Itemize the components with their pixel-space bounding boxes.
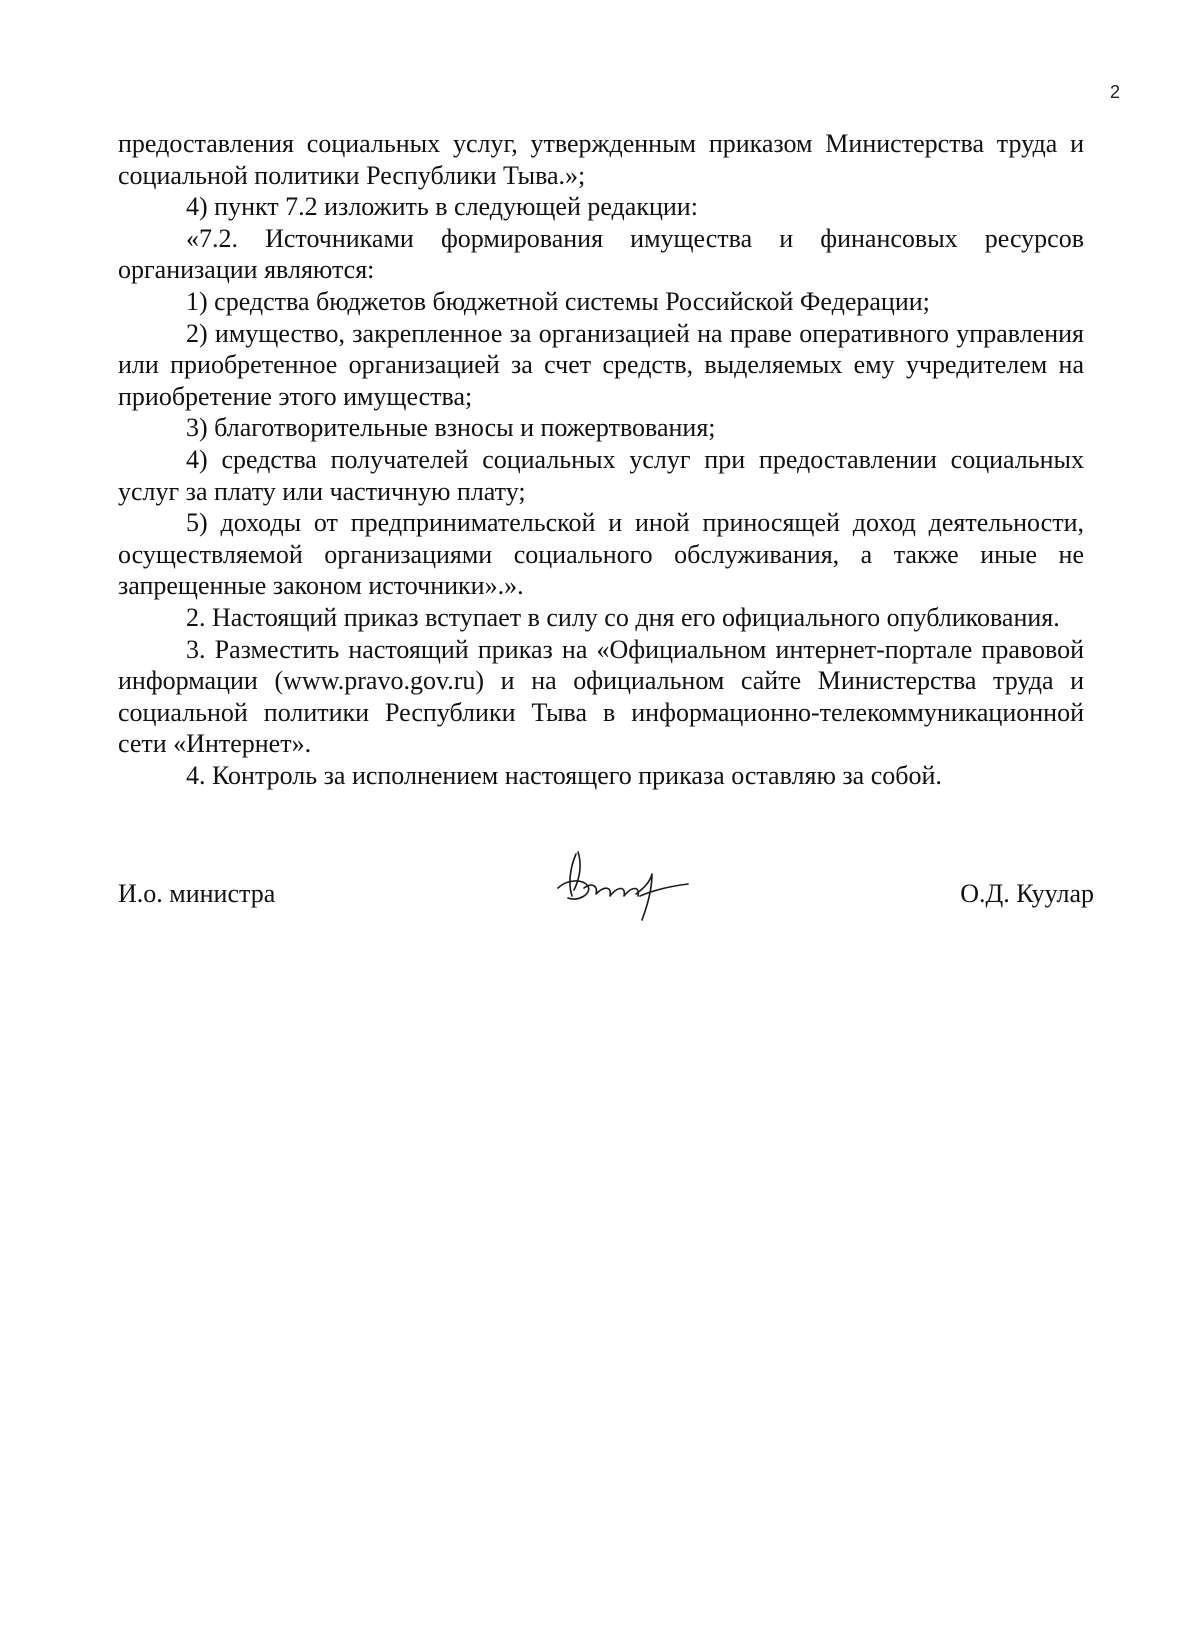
paragraph-source-4: 4) средства получателей социальных услуг при предоставлении социальных услуг за плату или частичную плату; [118,444,1084,506]
signer-position: И.о. министра [118,879,276,908]
paragraph-source-5: 5) доходы от предпринимательской и иной приносящей доход деятельности, осуществляемой организациями социального обслуживания, а также иные не запрещенные законом источники».». [118,508,1084,601]
handwritten-signature [548,844,698,924]
document-body [118,128,1084,791]
paragraph-item-4: 4) пункт 7.2 изложить в следующей редакции: [186,192,698,222]
signer-name: О.Д. Куулар [960,879,1094,908]
paragraph-order-4: 4. Контроль за исполнением настоящего приказа оставляю за собой. [186,760,942,790]
page-number: 2 [1110,82,1121,102]
paragraph-clause-7-2: «7.2. Источниками формирования имущества и финансовых ресурсов организации являются: [118,223,1084,285]
paragraph-continuation: предоставления социальных услуг, утвержденным приказом Министерства труда и социальной политики Республики Тыва.»; [118,129,1084,190]
paragraph-source-2: 2) имущество, закрепленное за организацией на праве оперативного управления или приобретенное организацией за счет средств, выделяемых ему учредителем на приобретение этого имущества; [118,318,1084,411]
paragraph-source-1: 1) средства бюджетов бюджетной системы Российской Федерации; [186,286,930,316]
paragraph-order-2: 2. Настоящий приказ вступает в силу со дня его официального опубликования. [186,602,1060,632]
paragraph-order-3: 3. Разместить настоящий приказ на «Официальном интернет-портале правовой информации (www.pravo.gov.ru) и на официальном сайте Министерства труда и социальной политики Республики Тыва в информационно-телекоммуникационной сети «Интернет». [118,634,1084,759]
paragraph-source-3: 3) благотворительные взносы и пожертвования; [186,413,716,443]
